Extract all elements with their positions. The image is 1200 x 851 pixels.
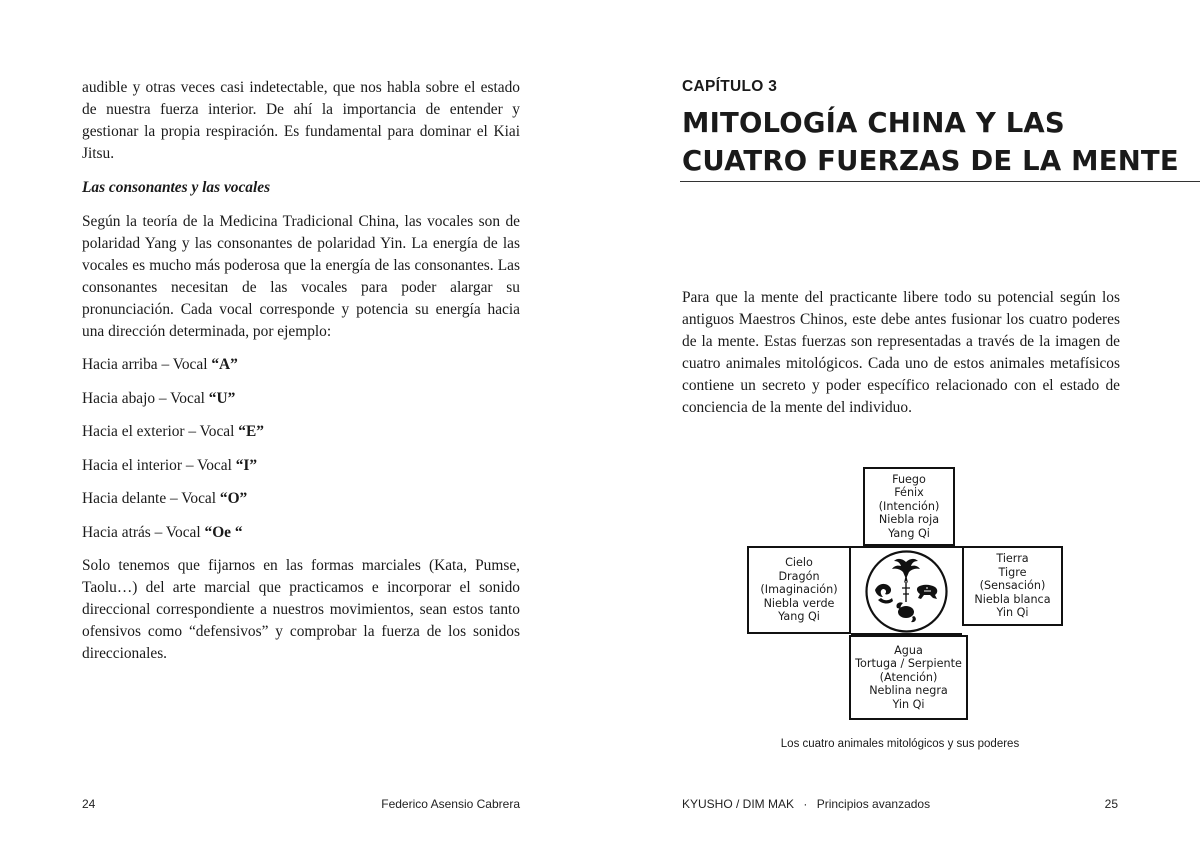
vowel-direction: Hacia arriba – Vocal bbox=[82, 356, 212, 373]
animal-label: Tortuga / Serpiente bbox=[855, 657, 962, 671]
list-item bbox=[82, 488, 520, 510]
animals-emblem-frame bbox=[851, 546, 962, 635]
power-label: (Sensación) bbox=[979, 579, 1046, 593]
footer-separator: · bbox=[803, 797, 808, 811]
qi-label: Yin Qi bbox=[892, 697, 925, 711]
vowel-letter: “U” bbox=[208, 389, 236, 407]
running-title: KYUSHO / DIM MAK bbox=[682, 797, 795, 811]
animal-label: Fénix bbox=[894, 486, 924, 500]
list-item bbox=[82, 522, 520, 544]
phoenix-icon bbox=[892, 559, 920, 583]
mist-label: Niebla blanca bbox=[974, 592, 1051, 606]
sky-dragon-box bbox=[747, 546, 851, 634]
chapter-intro bbox=[682, 287, 1120, 419]
four-animals-emblem-icon bbox=[851, 546, 962, 635]
chapter-title: MITOLOGÍA CHINA Y LAS CUATRO FUERZAS DE LA MENTE bbox=[682, 107, 1179, 177]
animal-label: Dragón bbox=[778, 569, 820, 583]
diagram-caption: Los cuatro animales mitológicos y sus poderes bbox=[780, 738, 1020, 750]
paragraph-theory: Según la teoría de la Medicina Tradicional China, las vocales son de polaridad Yang y las consonantes de polaridad Yin. La energía de las vocales es mucho más poderosa que la energía de las consonantes. Las consonantes necesitan de las vocales para poder alargar su pronunciación. Cada vocal corresponde y potencia su energía hacia una dirección determinada, por ejemplo: bbox=[82, 212, 520, 340]
paragraph-continued: audible y otras veces casi indetectable, que nos habla sobre el estado de nuestra fuerza interior. De ahí la importancia de entender y gestionar la propia respiración. Es fundamental para dominar el Kiai Jitsu. bbox=[82, 79, 520, 162]
intro-paragraph: Para que la mente del practicante libere todo su potencial según los antiguos Maestros Chinos, este debe antes fusionar los cuatro poderes de la mente. Estas fuerzas son representadas a través de la imagen de cuatro animales mitológicos. Cada uno de estos animales metafísicos contiene un secreto y poder específico relacionado con el estado de conciencia de la mente del individuo. bbox=[682, 289, 1120, 416]
earth-tiger-box bbox=[962, 546, 1063, 626]
element-label: Cielo bbox=[785, 556, 813, 570]
title-underline-divider bbox=[680, 181, 1200, 182]
list-item bbox=[82, 421, 520, 443]
right-page bbox=[600, 0, 1200, 851]
fire-phoenix-box bbox=[863, 467, 955, 546]
animal-label: Tigre bbox=[998, 565, 1027, 579]
list-item bbox=[82, 455, 520, 477]
vowel-direction: Hacia atrás – Vocal bbox=[82, 523, 205, 541]
paragraph-martial-forms: Solo tenemos que fijarnos en las formas marciales (Kata, Pumse, Taolu…) del arte marcial que practicamos e incorporar el sonido direccional correspondiente a nuestros movimientos, sean estos tanto ofensivos como “defensivos” y comprobar la fuerza de los sonidos direccionales. bbox=[82, 557, 520, 662]
mist-label: Niebla roja bbox=[878, 513, 940, 527]
mist-label: Niebla verde bbox=[763, 596, 835, 610]
vowel-direction-list bbox=[82, 354, 520, 544]
section-title: Principios avanzados bbox=[816, 797, 931, 811]
mist-label: Neblina negra bbox=[869, 684, 948, 698]
vowel-letter: “E” bbox=[238, 423, 264, 440]
vowel-direction: Hacia el interior – Vocal bbox=[82, 456, 236, 474]
element-label: Fuego bbox=[892, 472, 926, 486]
qi-label: Yin Qi bbox=[996, 606, 1029, 620]
vowel-direction: Hacia delante – Vocal bbox=[82, 490, 220, 507]
vowel-letter: “A” bbox=[211, 356, 238, 373]
vowel-direction: Hacia el exterior – Vocal bbox=[82, 423, 239, 440]
list-item bbox=[82, 388, 520, 410]
power-label: (Imaginación) bbox=[760, 583, 838, 597]
dragon-icon bbox=[875, 584, 893, 604]
vowel-letter: “O” bbox=[219, 490, 248, 507]
footer-author: Federico Asensio Cabrera bbox=[381, 797, 520, 811]
subheading-consonants-vowels: Las consonantes y las vocales bbox=[82, 178, 271, 196]
list-item bbox=[82, 354, 520, 376]
power-label: (Atención) bbox=[879, 670, 938, 684]
right-page-number: 25 bbox=[1104, 797, 1118, 811]
vowel-letter: “I” bbox=[235, 456, 258, 474]
vowel-letter: “Oe “ bbox=[204, 523, 243, 541]
vowel-direction: Hacia abajo – Vocal bbox=[82, 389, 209, 407]
left-body-text bbox=[82, 77, 520, 677]
tortoise-snake-icon bbox=[896, 602, 915, 622]
element-label: Agua bbox=[894, 643, 923, 657]
water-tortoise-box bbox=[849, 635, 968, 720]
chapter-label: CAPÍTULO 3 bbox=[682, 78, 778, 95]
power-label: (Intención) bbox=[878, 499, 940, 513]
qi-label: Yang Qi bbox=[888, 526, 930, 540]
tiger-icon bbox=[917, 585, 937, 599]
qi-label: Yang Qi bbox=[778, 610, 820, 624]
footer-running-title bbox=[682, 797, 930, 811]
element-label: Tierra bbox=[996, 552, 1029, 566]
left-page-number: 24 bbox=[82, 797, 96, 811]
